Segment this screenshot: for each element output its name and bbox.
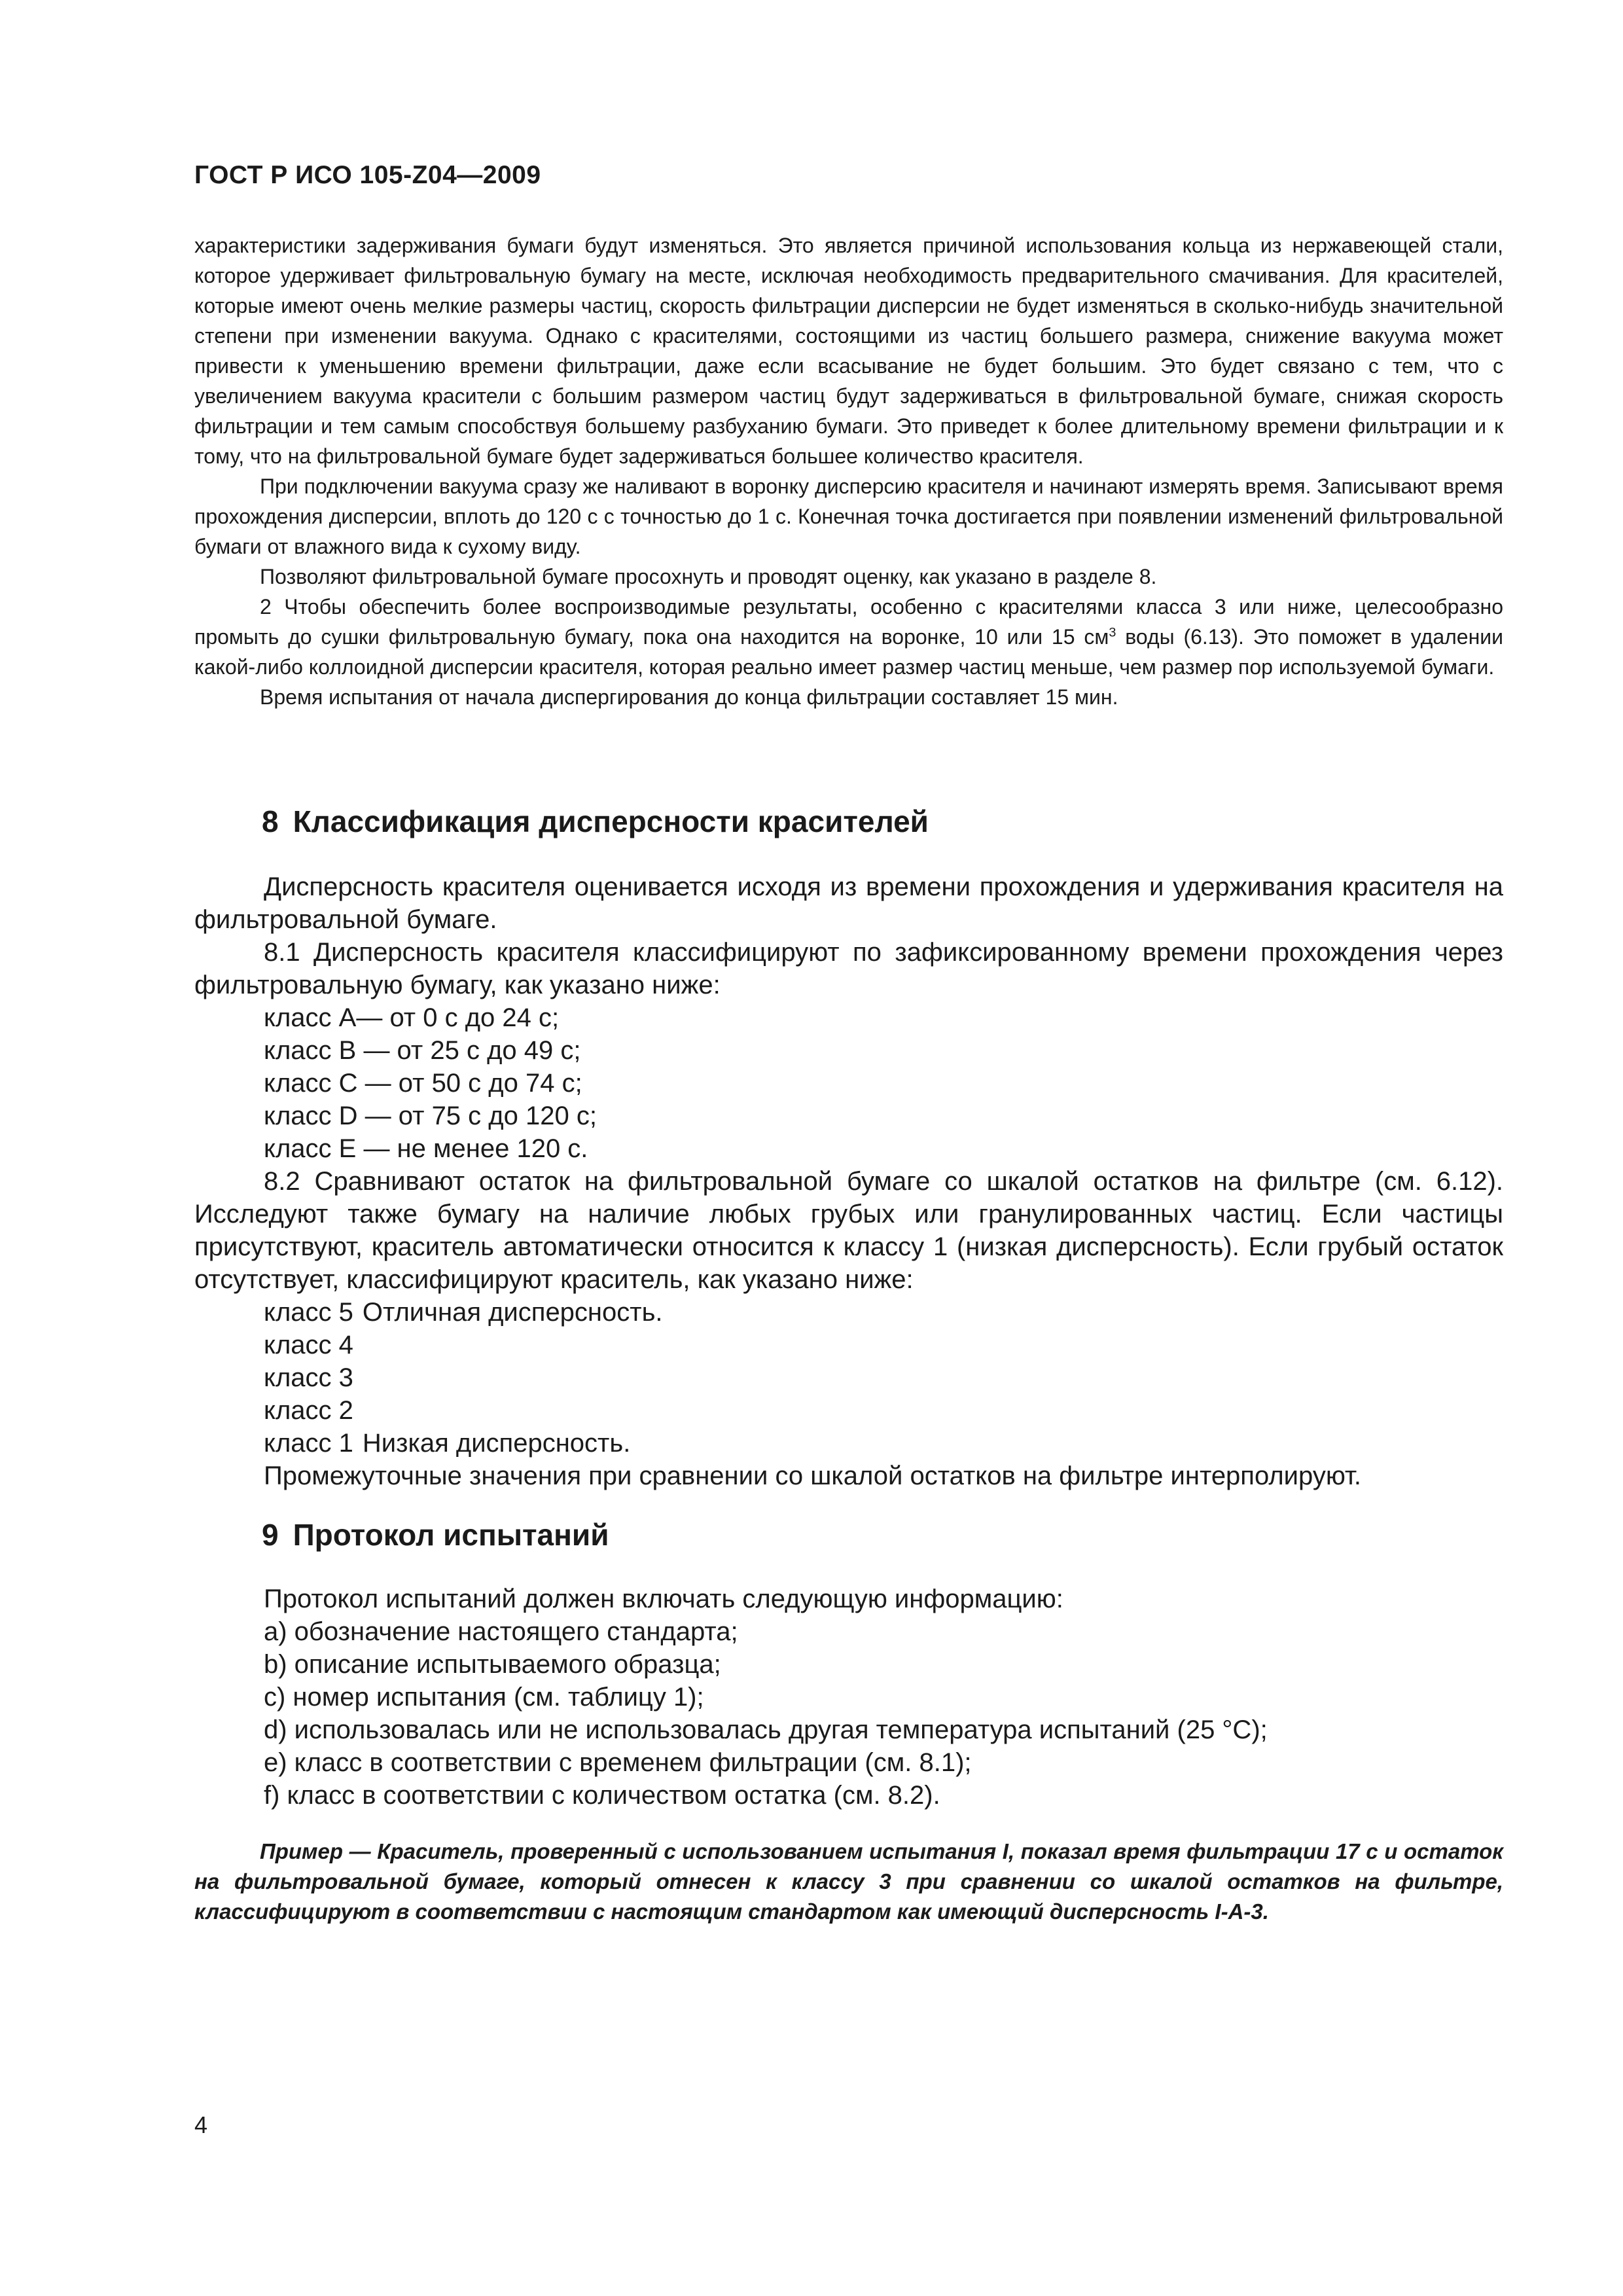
list-item: класс Е — не менее 120 с.	[264, 1134, 588, 1163]
list-item: а) обозначение настоящего стандарта;	[264, 1617, 738, 1646]
paragraph: характеристики задерживания бумаги будут изменяться. Это является причиной использования кольца из нержавеющей стали, которое удерживает фильтровальную бумагу на месте, исключая необходимость предварительного смачивания. Для красителей, которые имеют очень мелкие размеры частиц, скорость фильтрации дисперсии не будет изменяться в сколько-нибудь значительной степени при изменении вакуума. Однако с красителями, состоящими из частиц большего размера, снижение вакуума может привести к уменьшению времени фильтрации, даже если всасывание не будет большим. Это будет связано с тем, что с увеличением вакуума красители с большим размером частиц будут задерживаться в фильтровальной бумаге, снижая скорость фильтрации и тем самым способствуя большему разбуханию бумаги. Это приведет к более длительному времени фильтрации и к тому, что на фильтровальной бумаге будет задерживаться большее количество красителя.	[194, 234, 1503, 468]
note-2: 2 Чтобы обеспечить более воспроизводимые результаты, особенно с красителями класса 3 или ниже, целесообразно промыть до сушки фильтровальную бумагу, пока она находится на воронке, 10 или 15 $см^3$ воды (6.13). Это поможет в удалении какой-либо коллоидной дисперсии красителя, которая реально имеет размер частиц меньше, чем размер пор используемой бумаги.	[194, 595, 1504, 679]
list-item: b) описание испытываемого образца;	[264, 1650, 721, 1679]
paragraph: Промежуточные значения при сравнении со шкалой остатков на фильтре интерполируют.	[264, 1462, 1361, 1490]
list-item: е) класс в соответствии с временем фильтрации (см. 8.1);	[264, 1748, 972, 1777]
list-item: класс 4	[264, 1331, 353, 1359]
list-item: d) использовалась или не использовалась другая температура испытаний (25 °С);	[264, 1715, 1268, 1744]
example-note: Пример — Краситель, проверенный с использованием испытания I, показал время фильтрации 17 с и остаток на фильтровальной бумаге, который отнесен к классу 3 при сравнении со шкалой остатков на фильтре, классифицируют в соответствии с настоящим стандартом как имеющий дисперсность I-A-3.	[194, 1839, 1503, 1924]
intro-block	[194, 230, 1503, 712]
section-9-heading	[262, 1517, 609, 1552]
list-item: класс С — от 50 с до 74 с;	[264, 1069, 582, 1098]
list-item: f) класс в соответствии с количеством остатка (см. 8.2).	[264, 1781, 940, 1810]
list-item: с) номер испытания (см. таблицу 1);	[264, 1683, 704, 1712]
list-item: класс D — от 75 с до 120 с;	[264, 1102, 597, 1130]
list-item: класс 1 Низкая дисперсность.	[264, 1429, 631, 1458]
section-number: 9	[262, 1518, 279, 1552]
list-item: класс А— от 0 с до 24 с;	[264, 1003, 560, 1032]
paragraph: Время испытания от начала диспергирования до конца фильтрации составляет 15 мин.	[260, 685, 1118, 709]
section-8-heading	[262, 804, 929, 839]
list-item: класс 2	[264, 1396, 353, 1425]
section-number: 8	[262, 804, 279, 838]
page-number: 4	[194, 2111, 208, 2138]
clause-8-2: 8.2 Сравнивают остаток на фильтровальной бумаге со шкалой остатков на фильтре (см. 6.12). Исследуют также бумагу на наличие любых грубых или гранулированных частиц. Если частицы присутствуют, краситель автоматически относится к классу 1 (низкая дисперсность). Если грубый остаток отсутствует, классифицируют краситель, как указано ниже:	[194, 1167, 1503, 1294]
paragraph: При подключении вакуума сразу же наливают в воронку дисперсию красителя и начинают измерять время. Записывают время прохождения дисперсии, вплоть до 120 с с точностью до 1 с. Конечная точка достигается при появлении изменений фильтровальной бумаги от влажного вида к сухому виду.	[194, 475, 1503, 558]
section-9-body	[194, 1583, 1503, 1812]
paragraph: Позволяют фильтровальной бумаге просохнуть и проводят оценку, как указано в разделе 8.	[260, 565, 1157, 588]
section-title: Классификация дисперсности красителей	[293, 804, 929, 838]
document-header: ГОСТ Р ИСО 105-Z04—2009	[194, 161, 541, 189]
list-item: класс В — от 25 с до 49 с;	[264, 1036, 581, 1065]
paragraph: Дисперсность красителя оценивается исходя из времени прохождения и удерживания красителя на фильтровальной бумаге.	[194, 872, 1503, 934]
section-8-body	[194, 870, 1503, 1492]
section-title: Протокол испытаний	[293, 1518, 609, 1552]
list-item: класс 3	[264, 1363, 353, 1392]
list-item: класс 5 Отличная дисперсность.	[264, 1298, 663, 1327]
clause-8-1: 8.1 Дисперсность красителя классифицируют по зафиксированному времени прохождения через фильтровальную бумагу, как указано ниже:	[194, 938, 1503, 999]
paragraph: Протокол испытаний должен включать следующую информацию:	[264, 1585, 1063, 1613]
